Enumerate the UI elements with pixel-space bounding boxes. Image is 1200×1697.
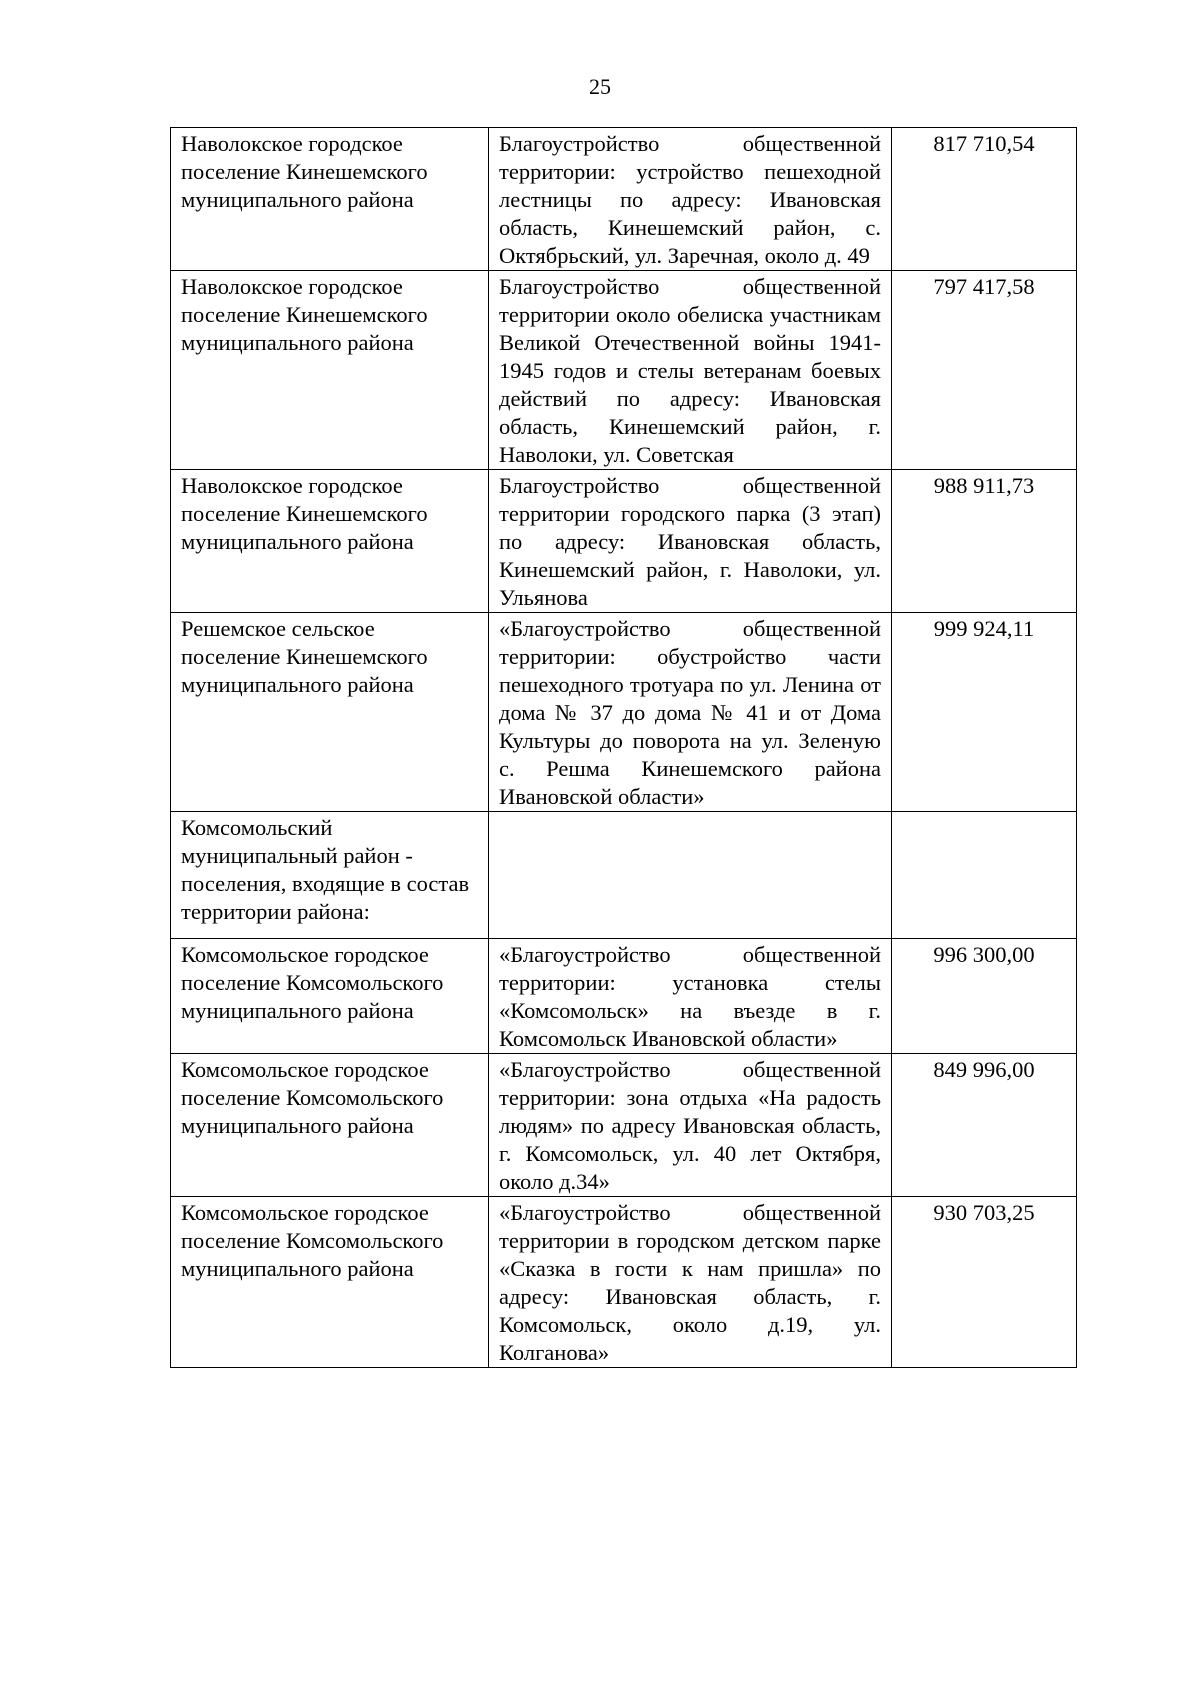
amount-cell-empty xyxy=(892,812,1077,939)
amount-cell: 849 996,00 xyxy=(892,1054,1077,1197)
amount-cell: 988 911,73 xyxy=(892,470,1077,613)
description-cell: Благоустройство общественной территории городского парка (3 этап) по адресу: Ивановская область, Кинешемский район, г. Наволоки, ул. Ульянова xyxy=(489,470,892,613)
page-number: 25 xyxy=(589,74,611,99)
table-row xyxy=(171,939,1077,1054)
allocation-table xyxy=(170,127,1077,1368)
table-row xyxy=(171,1054,1077,1197)
table-row-section-header xyxy=(171,812,1077,939)
recipient-cell: Комсомольское городское поселение Комсомольского муниципального района xyxy=(171,939,489,1054)
description-cell: Благоустройство общественной территории около обелиска участникам Великой Отечественной войны 1941-1945 годов и стелы ветеранам боевых действий по адресу: Ивановская область, Кинешемский район, г. Наволоки, ул. Советская xyxy=(489,271,892,470)
amount-cell: 999 924,11 xyxy=(892,613,1077,812)
section-header-cell: Комсомольский муниципальный район - поселения, входящие в состав территории района: xyxy=(171,812,489,939)
recipient-cell: Комсомольское городское поселение Комсомольского муниципального района xyxy=(171,1197,489,1368)
amount-cell: 797 417,58 xyxy=(892,271,1077,470)
amount-cell: 930 703,25 xyxy=(892,1197,1077,1368)
recipient-cell: Наволокское городское поселение Кинешемского муниципального района xyxy=(171,128,489,271)
recipient-cell: Наволокское городское поселение Кинешемского муниципального района xyxy=(171,470,489,613)
recipient-cell: Наволокское городское поселение Кинешемского муниципального района xyxy=(171,271,489,470)
recipient-cell: Комсомольское городское поселение Комсомольского муниципального района xyxy=(171,1054,489,1197)
recipient-cell: Решемское сельское поселение Кинешемского муниципального района xyxy=(171,613,489,812)
table-row xyxy=(171,1197,1077,1368)
table-row xyxy=(171,470,1077,613)
amount-cell: 817 710,54 xyxy=(892,128,1077,271)
table-row xyxy=(171,271,1077,470)
description-cell: «Благоустройство общественной территории: установка стелы «Комсомольск» на въезде в г. Комсомольск Ивановской области» xyxy=(489,939,892,1054)
table-row xyxy=(171,613,1077,812)
description-cell: «Благоустройство общественной территории: обустройство части пешеходного тротуара по ул. Ленина от дома № 37 до дома № 41 и от Дома Культуры до поворота на ул. Зеленую с. Решма Кинешемского района Ивановской области» xyxy=(489,613,892,812)
description-cell: «Благоустройство общественной территории: зона отдыха «На радость людям» по адресу Ивановская область, г. Комсомольск, ул. 40 лет Октября, около д.34» xyxy=(489,1054,892,1197)
amount-cell: 996 300,00 xyxy=(892,939,1077,1054)
description-cell-empty xyxy=(489,812,892,939)
description-cell: Благоустройство общественной территории: устройство пешеходной лестницы по адресу: Ивановская область, Кинешемский район, с. Октябрьский, ул. Заречная, около д. 49 xyxy=(489,128,892,271)
description-cell: «Благоустройство общественной территории в городском детском парке «Сказка в гости к нам пришла» по адресу: Ивановская область, г. Комсомольск, около д.19, ул. Колганова» xyxy=(489,1197,892,1368)
table-row xyxy=(171,128,1077,271)
